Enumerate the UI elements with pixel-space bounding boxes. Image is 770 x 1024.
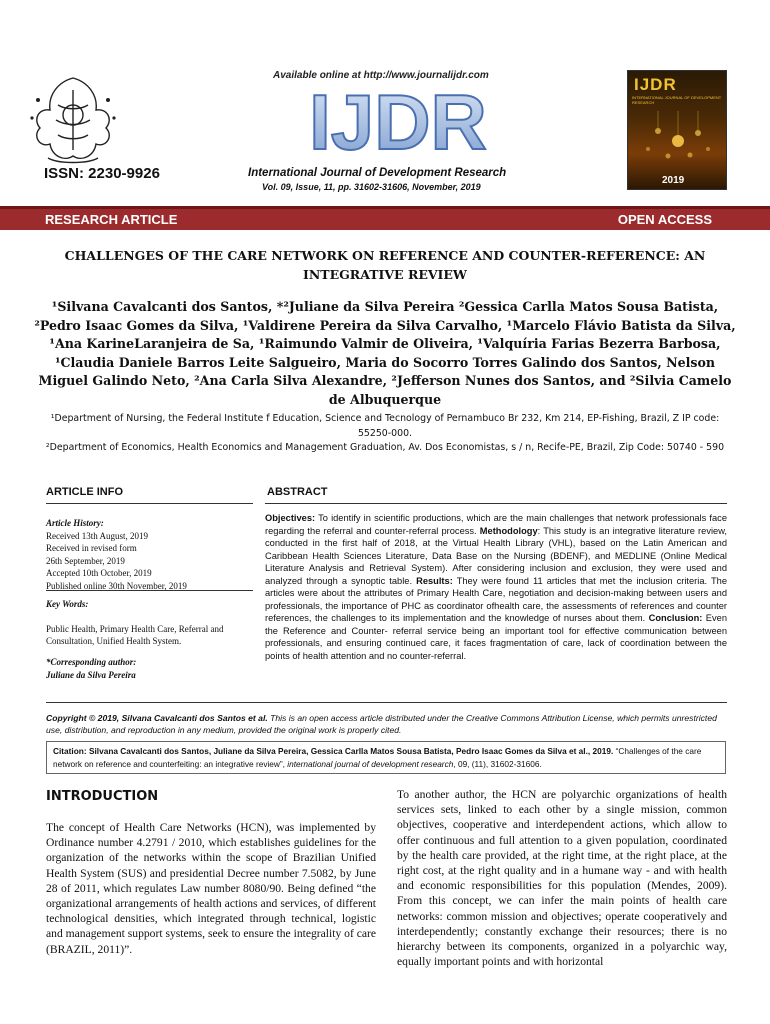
citation-text: “Challenges of the care network on reference and counterfeiting: an integrative review”, [53,746,702,769]
published-date: Published online 30th November, 2019 [46,580,187,591]
article-info-rule [46,503,253,504]
results-text: They were found 11 articles that met the inclusion criteria. The articles were about the attributes of Primary Health Care, negotiation and decision-making between users and professionals, the importance of PHC as coordinator ofhealth care, the assessments of references and counter references, the challenges to its implementation and the knowledge of nurses about them. [265,575,727,623]
article-history-label: Article History: [46,518,104,528]
volume-line: Vol. 09, Issue, 11, pp. 31602-31606, November, 2019 [262,182,481,192]
abstract-rule [265,503,727,504]
open-access-label: OPEN ACCESS [617,212,712,227]
article-type-banner [0,206,770,230]
conclusion-text: Even the Reference and Counter- referral service being an important tool for effective communication between professionals, and ensuring continued care, it faces fragmentation of care, lack of coordination between the points of health attention and no counter-referral. [265,613,727,661]
abstract-heading: ABSTRACT [267,486,328,498]
journal-cover-image [627,70,727,190]
journal-header [0,0,770,205]
article-info-heading: ARTICLE INFO [46,486,123,498]
affiliations [44,412,726,456]
accepted-date: Accepted 10th October, 2019 [46,568,152,578]
history-divider [46,590,253,591]
objectives-label: Objectives: [265,513,316,523]
author-list: ¹Silvana Cavalcanti dos Santos, *²Juliane da Silva Pereira ²Gessica Carlla Matos Sousa Batista, ²Pedro Isaac Gomes da Silva, ¹Valdirene Pereira da Silva Carvalho, ¹Marcelo Flávio Batista da Silva, ¹Ana KarineLaranjeira de Sa, ¹Raimundo Valmir de Oliveira, ¹Valquíria Farias Bezerra Barbosa, ¹Claudia Daniele Barros Leite Salgueiro, Maria do Socorro Torres Galindo dos Santos, Nelson Miguel Galindo Neto, ²Ana Carla Silva Alexandre, ²Jefferson Nunes dos Santos, and ²Silvia Camelo de Albuquerque [34,299,736,407]
article-title: CHALLENGES OF THE CARE NETWORK ON REFERENCE AND COUNTER-REFERENCE: AN INTEGRATIVE REVIEW [64,248,706,282]
affiliation-2: ²Department of Economics, Health Economics and Management Graduation, Av. Dos Economistas, s / n, Recife-PE, Brazil, Zip Code: 50740 - 590 [45,442,725,453]
cover-subtitle: INTERNATIONAL JOURNAL OF DEVELOPMENT RESEARCH [632,95,722,105]
issn: ISSN: 2230-9926 [44,165,160,182]
methodology-text: : This study is an integrative literature review, conducted in the first half of 2018, at the Virtual Health Library (VHL), based on the Latin American and Caribbean Health Sciences Literature, Data Base on the Nursing (BDENF), and MEDLINE (Online Medical Literature Analysis and Retrieval System). After considering inclusion and exclusion, they were used and analyzed through a synoptic table. [265,525,727,586]
research-article-label: RESEARCH ARTICLE [45,212,178,227]
received-date: Received 13th August, 2019 [46,530,148,541]
article-history [46,517,246,592]
objectives-text: To identify in scientific productions, which are the main challenges that network professionals face regarding the referral and counter-referral process. [265,513,727,536]
revised-date: 26th September, 2019 [46,555,125,566]
keywords-text: Public Health, Primary Health Care, Referral and Consultation, Unified Health System. [46,623,224,646]
journal-emblem-logo [18,70,128,170]
keywords-label: Key Words: [46,599,89,609]
journal-name: International Journal of Development Research [248,167,507,179]
cover-lights-graphic [638,111,718,171]
abstract-bottom-rule [46,702,727,703]
abstract-text [265,512,727,662]
ijdr-logo-text: IJDR [309,85,487,160]
keywords-block [46,598,251,648]
citation-box [46,741,726,774]
introduction-left-column: The concept of Health Care Networks (HCN), was implemented by Ordinance number 4.2791 / 2010, which establishes guidelines for the organization of the networks within the scope of Brazilian Unified Health System (SUS) and presidential Decree number 7.5082, by June 28 of 2011, which regulates Law number 8080/90. Being defined “the organizational arrangements of health actions and services, of different technological densities, which integrated through technical, logistic and management support systems, seek to ensure the integrality of care (BRAZIL, 2011)”. [46,821,376,956]
corresponding-author-name: Juliane da Silva Pereira [46,669,136,680]
citation-tail: , 09, (11), 31602-31606. [453,758,542,769]
copyright-notice [46,712,730,736]
results-label: Results: [412,575,453,586]
copyright-holder: Copyright © 2019, Silvana Cavalcanti dos Santos et al. [46,713,268,723]
available-online-line: Available online at http://www.journalijdr.com [273,70,489,81]
introduction-heading: INTRODUCTION [46,789,159,804]
introduction-right-column: To another author, the HCN are polyarchic organizations of health services sets, linked to each other by a single mission, common objectives, cooperative and interdependent actions, which allow to offer continuous and full attention to a given population, coordinated by the health care provided, at the right time, at the right place, at the right cost, at the right quality and in a humane way - and with health and economic responsibilities for this population (Mendes, 2009). From this concept, we can infer the main points of health care networks: common mission and objectives; operate cooperatively and interdependently; constantly exchange their resources; there is no hierarchy between its components, organized in a polyarchic way, equally important points and with horizontal [397,788,727,969]
cover-title: IJDR [634,75,677,94]
revised-line-1: Received in revised form [46,543,137,553]
corresponding-author-label: *Corresponding author: [46,657,137,667]
citation-label: Citation: Silvana Cavalcanti dos Santos, Juliane da Silva Pereira, Gessica Carlla Matos Sousa Batista, Pedro Isaac Gomes da Silva et al., 2019. [53,746,614,756]
affiliation-1: ¹Department of Nursing, the Federal Institute f Education, Science and Tecnology of Pernambuco Br 232, Km 214, EP-Fishing, Brazil, Z IP code: 55250-000. [50,413,720,439]
corresponding-author [46,656,251,681]
citation-journal: international journal of development research [287,758,454,769]
cover-year: 2019 [662,175,685,186]
copyright-text: This is an open access article distributed under the Creative Commons Attribution License, which permits unrestricted use, distribution, and reproduction in any medium, provided the original work is properly cited. [46,713,717,735]
ijdr-wordmark-logo [278,85,518,160]
methodology-label: Methodology [476,525,538,536]
conclusion-label: Conclusion: [645,613,703,623]
